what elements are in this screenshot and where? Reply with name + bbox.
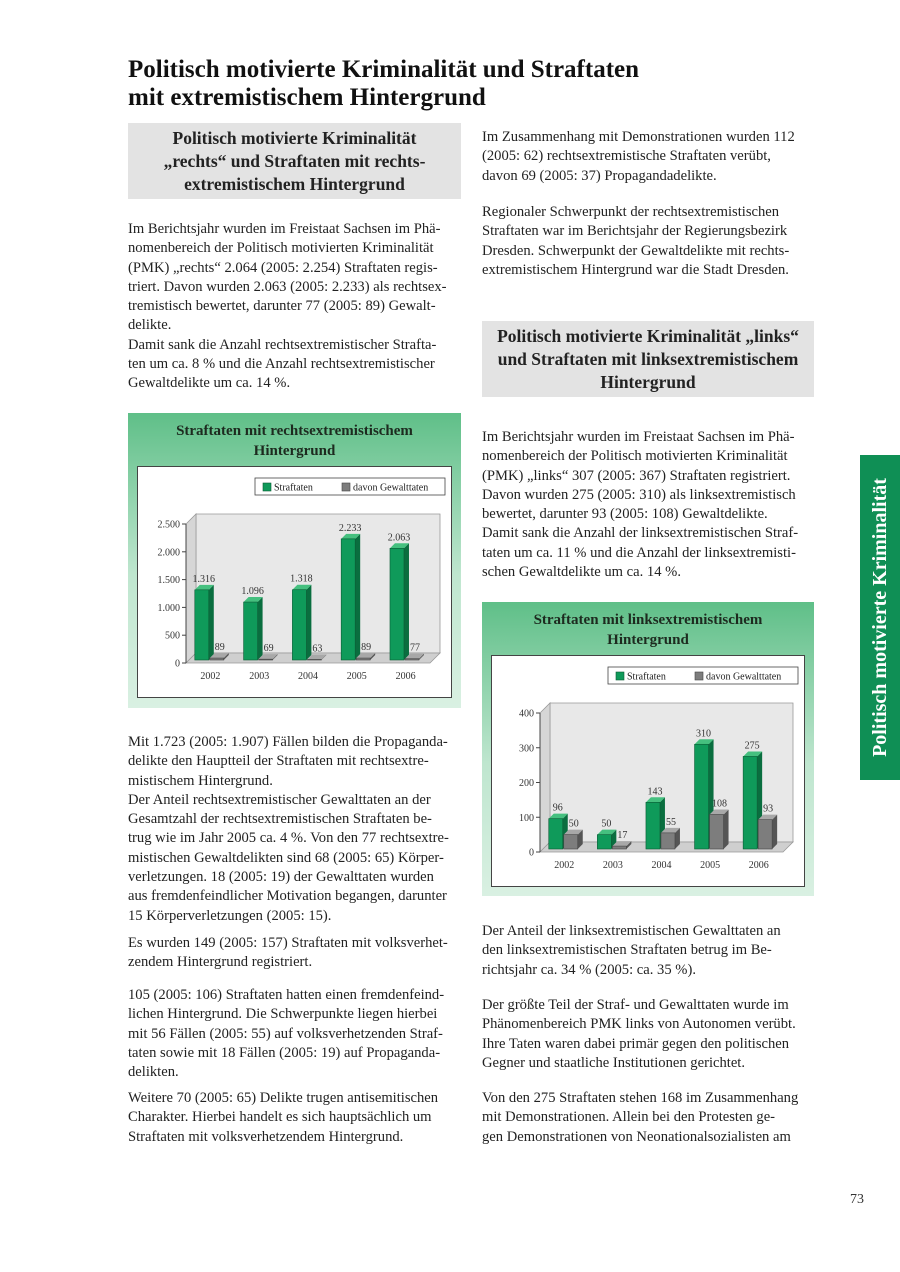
section-heading-rechts-line: Politisch motivierte Kriminalität: [172, 127, 417, 148]
section-heading-links-line: Hintergrund: [600, 371, 696, 392]
section-heading-links: [482, 321, 814, 397]
bar-label-gewalttaten: 93: [763, 803, 774, 815]
bar-label-gewalttaten: 17: [617, 830, 628, 842]
bar-label-straftaten: 2.063: [387, 532, 411, 544]
chart-rechts-title: Straftaten mit rechtsextremistischem Hintergrund: [176, 423, 413, 459]
bar-label-straftaten: 1.318: [290, 573, 313, 585]
legend-swatch-gewalttaten: [695, 672, 703, 680]
page-number: 73: [850, 1192, 864, 1207]
paragraph-proteste: Von den 275 Straftaten stehen 168 im Zusammenhang mit Demonstrationen. Allein bei den Protesten ge- gen Demonstrationen von Neonationalsozialisten am: [482, 1090, 799, 1145]
section-heading-rechts: [128, 123, 461, 199]
y-tick-label: 300: [519, 743, 534, 755]
bar-gewalttaten: [612, 846, 626, 849]
legend-label-straftaten: Straftaten: [627, 671, 666, 683]
bar-label-straftaten: 50: [601, 818, 612, 830]
side-chapter-tab: [860, 455, 900, 780]
y-tick-label: 400: [519, 708, 534, 720]
page-title-line-1: Politisch motivierte Kriminalität und Straftaten: [128, 56, 640, 83]
y-tick-label: 0: [175, 658, 180, 670]
paragraph-regional: Regionaler Schwerpunkt der rechtsextremistischen Straftaten war im Berichtsjahr der Regierungsbezirk Dresden. Schwerpunkt der Gewaltdelikte mit rechts- extremistischem Hintergrund war die Stadt Dresden.: [482, 204, 790, 278]
bar-gewalttaten: [259, 659, 273, 660]
bar-label-gewalttaten: 89: [361, 642, 372, 654]
bar-gewalttaten: [758, 820, 772, 849]
section-heading-links-line: Politisch motivierte Kriminalität „links“: [497, 325, 799, 346]
bar-label-gewalttaten: 69: [263, 643, 274, 655]
y-tick-label: 200: [519, 778, 534, 789]
chart-rechts: [137, 466, 452, 698]
legend-swatch-gewalttaten: [342, 483, 350, 491]
bar-straftaten-side: [258, 597, 263, 660]
y-tick-label: 1.000: [157, 602, 180, 614]
paragraph-anteil-links: Der Anteil der linksextremistischen Gewalttaten an den linksextremistischen Straftaten betrug im Be- richtsjahr ca. 34 % (2005: ca. 35 %).: [482, 923, 781, 978]
legend-swatch-straftaten: [616, 672, 624, 680]
paragraph-antisemitisch: Weitere 70 (2005: 65) Delikte trugen antisemitischen Charakter. Hierbei handelt es sich hauptsächlich um Straftaten mit volksverhetzendem Hintergrund.: [128, 1090, 439, 1145]
x-tick-label: 2005: [346, 671, 367, 682]
bar-straftaten: [646, 802, 660, 849]
legend-label-straftaten: Straftaten: [274, 482, 313, 494]
bar-label-straftaten: 96: [552, 802, 563, 814]
chart-links: [491, 655, 805, 887]
legend-label-gewalttaten: davon Gewalttaten: [706, 671, 782, 683]
bar-label-gewalttaten: 77: [409, 642, 420, 654]
x-tick-label: 2003: [249, 671, 270, 682]
bar-label-gewalttaten: 50: [568, 818, 579, 830]
bar-label-straftaten: 1.096: [241, 586, 264, 598]
side-chapter-tab-label: Politisch motivierte Kriminalität: [868, 478, 891, 757]
x-tick-label: 2002: [200, 671, 221, 682]
bar-label-straftaten: 2.233: [338, 522, 362, 534]
bar-straftaten: [743, 756, 757, 849]
paragraph-demonstrationen-rechts: Im Zusammenhang mit Demonstrationen wurden 112 (2005: 62) rechtsextremistische Straftaten verübt, davon 69 (2005: 37) Propagandadelikte.: [482, 129, 795, 184]
paragraph-propaganda: Mit 1.723 (2005: 1.907) Fällen bilden die Propaganda- delikte den Hauptteil der Straftaten mit rechtsextre- mistischem Hintergrund. Der Anteil rechtsextremistischer Gewalttaten an der Gesamtzahl der rechtsextremistischen Straftaten be- trug wie im Jahr 2005 ca. 4 %. Von den 77 rechtsextre- mistischen Gewaltdelikten sind 68 (2005: 65) Körper- verletzungen. 18 (2005: 19) der Gewalttaten wurden aus fremdenfeindlicher Motivation begangen, darunter 15 Körperverletzungen (2005: 15).: [128, 734, 449, 924]
bar-label-straftaten: 1.316: [192, 573, 216, 585]
bar-gewalttaten: [405, 659, 419, 660]
y-tick-label: 500: [165, 630, 180, 642]
bar-straftaten-side: [306, 585, 311, 660]
bar-straftaten-side: [355, 534, 360, 660]
bar-label-straftaten: 143: [647, 786, 663, 798]
bar-label-gewalttaten: 63: [312, 643, 323, 655]
bar-straftaten: [195, 590, 209, 660]
bar-gewalttaten: [356, 658, 370, 660]
bar-gewalttaten: [710, 814, 724, 849]
page-title: [128, 56, 688, 112]
chart-rechts-panel: [128, 413, 461, 708]
section-heading-rechts-line: „rechts“ und Straftaten mit rechts-: [163, 150, 426, 171]
bar-label-gewalttaten: 89: [214, 642, 225, 654]
x-tick-label: 2006: [395, 671, 416, 682]
bar-straftaten: [695, 744, 709, 849]
x-tick-label: 2004: [298, 671, 318, 682]
bar-gewalttaten: [661, 833, 675, 849]
chart-links-panel: [482, 602, 814, 896]
bar-gewalttaten: [564, 835, 578, 849]
bar-straftaten-side: [404, 543, 409, 660]
paragraph-links-intro: Im Berichtsjahr wurden im Freistaat Sachsen im Phä- nomenbereich der Politisch motivierten Kriminalität (PMK) „links“ 307 (2005: 367) Straftaten registriert. Davon wurden 275 (2005: 310) als linksextremistisch bewertet, darunter 93 (2005: 108) Gewaltdelikte. Damit sank die Anzahl der linksextremistischen Straf- taten um ca. 11 % und die Anzahl der linksextremisti- schen Gewaltdelikte um ca. 14 %.: [482, 429, 799, 581]
bar-gewalttaten: [307, 659, 321, 660]
bar-label-straftaten: 275: [744, 740, 760, 752]
x-tick-label: 2003: [602, 860, 623, 871]
bar-gewalttaten-side: [772, 815, 777, 849]
x-tick-label: 2002: [554, 860, 575, 871]
bar-straftaten: [597, 835, 611, 849]
bar-gewalttaten: [210, 658, 224, 660]
x-tick-label: 2006: [748, 860, 769, 871]
bar-straftaten-side: [209, 585, 214, 660]
x-tick-label: 2004: [651, 860, 672, 871]
bar-label-straftaten: 310: [696, 728, 712, 740]
legend-label-gewalttaten: davon Gewalttaten: [353, 482, 429, 494]
paragraph-rechts-intro: Im Berichtsjahr wurden im Freistaat Sachsen im Phä- nomenbereich der Politisch motivierten Kriminalität (PMK) „rechts“ 2.064 (2005: 2.254) Straftaten regis- triert. Davon wurden 2.063 (2005: 2.233) als rechtsex- tremistisch bewertet, darunter 77 (2005: 89) Gewalt- delikte. Damit sank die Anzahl rechtsextremistischer Strafta- ten um ca. 8 % und die Anzahl rechtsextremistischer Gewaltdelikte um ca. 14 %.: [128, 221, 447, 392]
section-heading-links-line: und Straftaten mit linksextremistischem: [497, 348, 799, 369]
bar-straftaten: [390, 548, 404, 660]
bar-label-gewalttaten: 55: [665, 816, 676, 828]
y-tick-label: 100: [519, 812, 534, 824]
legend-swatch-straftaten: [263, 483, 271, 491]
bar-straftaten: [549, 819, 563, 849]
x-tick-label: 2005: [700, 860, 721, 871]
bar-straftaten: [244, 602, 258, 660]
bar-label-gewalttaten: 108: [712, 798, 728, 810]
bar-straftaten: [292, 590, 306, 660]
bar-straftaten: [341, 539, 355, 660]
paragraph-volksverhetzend: Es wurden 149 (2005: 157) Straftaten mit volksverhet- zendem Hintergrund registriert.: [128, 935, 448, 971]
paragraph-fremdenfeindlich: 105 (2005: 106) Straftaten hatten einen fremdenfeind- lichen Hintergrund. Die Schwerpunkte liegen hierbei mit 56 Fällen (2005: 55) auf volksverhetzenden Straf- taten sowie mit 18 Fällen (2005: 19) auf Propaganda- delikten.: [128, 987, 445, 1081]
paragraph-autonome: Der größte Teil der Straf- und Gewalttaten wurde im Phänomenbereich PMK links von Autonomen verübt. Ihre Taten waren dabei primär gegen den politischen Gegner und staatliche Institutionen gerichtet.: [482, 997, 796, 1071]
y-tick-label: 0: [529, 847, 534, 859]
section-heading-rechts-line: extremistischem Hintergrund: [184, 173, 405, 194]
y-tick-label: 1.500: [157, 575, 180, 587]
y-tick-label: 2.500: [157, 519, 180, 531]
chart-links-title: Straftaten mit linksextremistischem Hintergrund: [533, 612, 763, 648]
page-title-line-2: mit extremistischem Hintergrund: [128, 84, 486, 111]
bar-gewalttaten-side: [724, 809, 729, 849]
y-tick-label: 2.000: [157, 547, 180, 559]
